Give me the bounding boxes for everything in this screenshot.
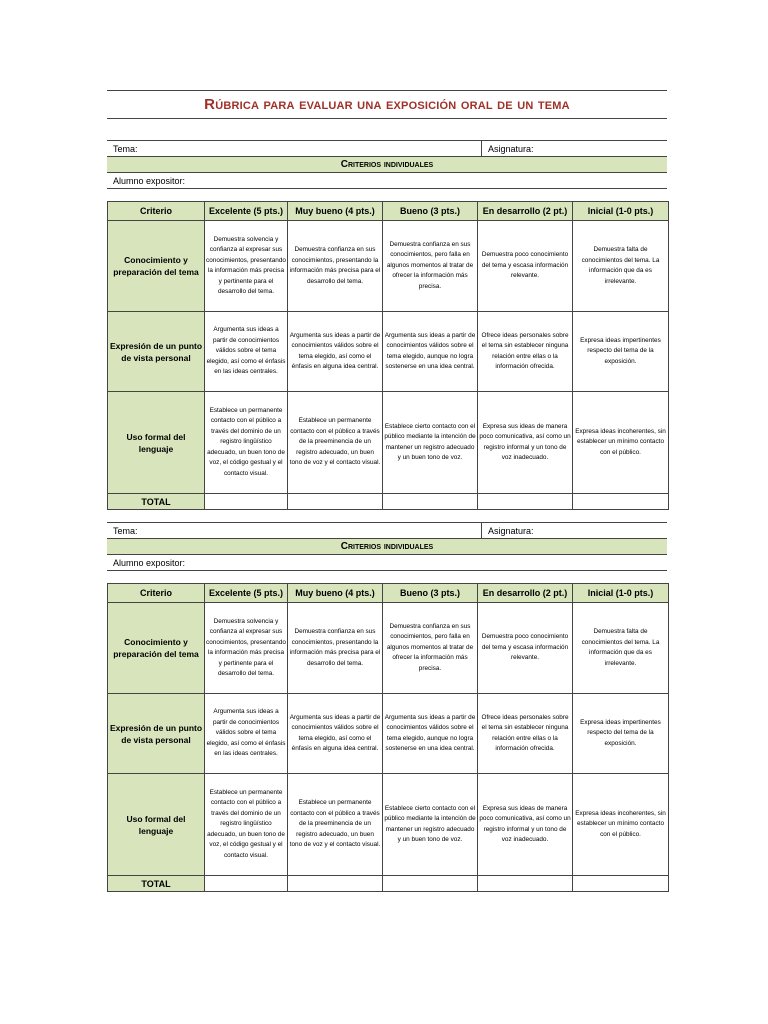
rubric-cell: Demuestra confianza en sus conocimientos, presentando la información más precisa para el desarrollo del tema. bbox=[288, 603, 383, 694]
rubric-cell: Demuestra falta de conocimientos del tema. La información que da es irrelevante. bbox=[573, 603, 669, 694]
header-row bbox=[108, 202, 669, 221]
rubric-cell: Establece un permanente contacto con el público a través de la preeminencia de un registro adecuado, un buen tono de voz y el contacto visual. bbox=[288, 392, 383, 494]
page-title-band bbox=[107, 90, 667, 119]
total-cell[interactable] bbox=[205, 876, 288, 892]
total-row bbox=[108, 494, 669, 510]
criterio-cell: Expresión de un punto de vista personal bbox=[108, 694, 205, 774]
rubric-cell: Argumenta sus ideas a partir de conocimientos válidos sobre el tema elegido, así como el énfasis en alguna idea central. bbox=[288, 694, 383, 774]
alumno-row bbox=[107, 173, 667, 189]
alumno-label: Alumno expositor: bbox=[113, 557, 186, 568]
table-row bbox=[108, 774, 669, 876]
rubric-cell: Demuestra confianza en sus conocimientos, pero falla en algunos momentos al tratar de ofrecer la información más precisa. bbox=[383, 221, 478, 312]
header-en-desarrollo: En desarrollo (2 pt.) bbox=[478, 584, 573, 603]
tema-row bbox=[107, 522, 667, 539]
criterio-cell: Uso formal del lenguaje bbox=[108, 392, 205, 494]
rubric-cell: Argumenta sus ideas a partir de conocimientos válidos sobre el tema elegido, así como el énfasis en las ideas centrales. bbox=[205, 694, 288, 774]
total-label: TOTAL bbox=[108, 494, 205, 510]
rubric-table-2 bbox=[107, 583, 669, 892]
tema-row bbox=[107, 140, 667, 157]
rubric-cell: Demuestra solvencia y confianza al expresar sus conocimientos, presentando la información más precisa y pertinente para el desarrollo del tema. bbox=[205, 603, 288, 694]
criterios-label: Criterios individuales bbox=[340, 159, 434, 170]
criterio-cell: Conocimiento y preparación del tema bbox=[108, 603, 205, 694]
total-cell[interactable] bbox=[383, 494, 478, 510]
rubric-cell: Expresa ideas incoherentes, sin establecer un mínimo contacto con el público. bbox=[573, 392, 669, 494]
rubric-cell: Demuestra poco conocimiento del tema y escasa información relevante. bbox=[478, 603, 573, 694]
rubric-cell: Ofrece ideas personales sobre el tema sin establecer ninguna relación entre ellas o la información ofrecida. bbox=[478, 694, 573, 774]
total-cell[interactable] bbox=[478, 494, 573, 510]
table-row bbox=[108, 694, 669, 774]
criterio-cell: Uso formal del lenguaje bbox=[108, 774, 205, 876]
total-cell[interactable] bbox=[573, 494, 669, 510]
header-muy-bueno: Muy bueno (4 pts.) bbox=[288, 202, 383, 221]
criterio-cell: Expresión de un punto de vista personal bbox=[108, 312, 205, 392]
header-excelente: Excelente (5 pts.) bbox=[205, 202, 288, 221]
rubric-cell: Expresa ideas impertinentes respecto del tema de la exposición. bbox=[573, 312, 669, 392]
rubric-cell: Demuestra poco conocimiento del tema y escasa información relevante. bbox=[478, 221, 573, 312]
rubric-cell: Expresa sus ideas de manera poco comunicativa, así como un registro informal y un tono de voz inadecuado. bbox=[478, 392, 573, 494]
rubric-cell: Expresa ideas incoherentes, sin establecer un mínimo contacto con el público. bbox=[573, 774, 669, 876]
header-bueno: Bueno (3 pts.) bbox=[383, 202, 478, 221]
rubric-cell: Argumenta sus ideas a partir de conocimientos válidos sobre el tema elegido, así como el énfasis en las ideas centrales. bbox=[205, 312, 288, 392]
asignatura-field[interactable] bbox=[482, 523, 667, 538]
total-cell[interactable] bbox=[205, 494, 288, 510]
total-label: TOTAL bbox=[108, 876, 205, 892]
criterios-heading bbox=[107, 157, 667, 173]
total-cell[interactable] bbox=[288, 876, 383, 892]
tema-label: Tema: bbox=[113, 143, 138, 154]
header-criterio: Criterio bbox=[108, 202, 205, 221]
total-cell[interactable] bbox=[288, 494, 383, 510]
rubric-cell: Demuestra solvencia y confianza al expresar sus conocimientos, presentando la información más precisa y pertinente para el desarrollo del tema. bbox=[205, 221, 288, 312]
total-cell[interactable] bbox=[383, 876, 478, 892]
rubric-cell: Establece un permanente contacto con el público a través del dominio de un registro lingüístico adecuado, un buen tono de voz, el código gestual y el contacto visual. bbox=[205, 392, 288, 494]
alumno-label: Alumno expositor: bbox=[113, 175, 186, 186]
header-criterio: Criterio bbox=[108, 584, 205, 603]
header-inicial: Inicial (1-0 pts.) bbox=[573, 584, 669, 603]
alumno-field[interactable] bbox=[107, 555, 185, 570]
table-row bbox=[108, 603, 669, 694]
rubric-cell: Demuestra confianza en sus conocimientos, pero falla en algunos momentos al tratar de ofrecer la información más precisa. bbox=[383, 603, 478, 694]
total-row bbox=[108, 876, 669, 892]
header-inicial: Inicial (1-0 pts.) bbox=[573, 202, 669, 221]
form-header-2 bbox=[107, 522, 667, 571]
rubric-table-1 bbox=[107, 201, 669, 510]
tema-field[interactable] bbox=[107, 523, 482, 538]
header-en-desarrollo: En desarrollo (2 pt.) bbox=[478, 202, 573, 221]
alumno-row bbox=[107, 555, 667, 571]
asignatura-label: Asignatura: bbox=[488, 525, 534, 536]
header-excelente: Excelente (5 pts.) bbox=[205, 584, 288, 603]
tema-field[interactable] bbox=[107, 141, 482, 156]
rubric-cell: Expresa ideas impertinentes respecto del tema de la exposición. bbox=[573, 694, 669, 774]
total-cell[interactable] bbox=[478, 876, 573, 892]
page-title: Rúbrica para evaluar una exposición oral de un tema bbox=[204, 96, 570, 113]
rubric-cell: Establece cierto contacto con el público mediante la intención de mantener un registro adecuado y un buen tono de voz. bbox=[383, 774, 478, 876]
tema-label: Tema: bbox=[113, 525, 138, 536]
form-header-1 bbox=[107, 140, 667, 189]
table-row bbox=[108, 221, 669, 312]
criterios-label: Criterios individuales bbox=[340, 541, 434, 552]
header-row bbox=[108, 584, 669, 603]
criterios-heading bbox=[107, 539, 667, 555]
header-bueno: Bueno (3 pts.) bbox=[383, 584, 478, 603]
rubric-cell: Establece un permanente contacto con el público a través del dominio de un registro lingüístico adecuado, un buen tono de voz, el código gestual y el contacto visual. bbox=[205, 774, 288, 876]
rubric-cell: Argumenta sus ideas a partir de conocimientos válidos sobre el tema elegido, aunque no logra sostenerse en una idea central. bbox=[383, 312, 478, 392]
rubric-cell: Argumenta sus ideas a partir de conocimientos válidos sobre el tema elegido, aunque no logra sostenerse en una idea central. bbox=[383, 694, 478, 774]
table-row bbox=[108, 392, 669, 494]
rubric-cell: Ofrece ideas personales sobre el tema sin establecer ninguna relación entre ellas o la información ofrecida. bbox=[478, 312, 573, 392]
rubric-cell: Demuestra confianza en sus conocimientos, presentando la información más precisa para el desarrollo del tema. bbox=[288, 221, 383, 312]
rubric-cell: Establece un permanente contacto con el público a través de la preeminencia de un registro adecuado, un buen tono de voz y el contacto visual. bbox=[288, 774, 383, 876]
asignatura-field[interactable] bbox=[482, 141, 667, 156]
header-muy-bueno: Muy bueno (4 pts.) bbox=[288, 584, 383, 603]
total-cell[interactable] bbox=[573, 876, 669, 892]
rubric-cell: Establece cierto contacto con el público mediante la intención de mantener un registro adecuado y un buen tono de voz. bbox=[383, 392, 478, 494]
rubric-cell: Argumenta sus ideas a partir de conocimientos válidos sobre el tema elegido, así como el énfasis en alguna idea central. bbox=[288, 312, 383, 392]
criterio-cell: Conocimiento y preparación del tema bbox=[108, 221, 205, 312]
rubric-cell: Expresa sus ideas de manera poco comunicativa, así como un registro informal y un tono de voz inadecuado. bbox=[478, 774, 573, 876]
rubric-cell: Demuestra falta de conocimientos del tema. La información que da es irrelevante. bbox=[573, 221, 669, 312]
table-row bbox=[108, 312, 669, 392]
alumno-field[interactable] bbox=[107, 173, 185, 188]
asignatura-label: Asignatura: bbox=[488, 143, 534, 154]
